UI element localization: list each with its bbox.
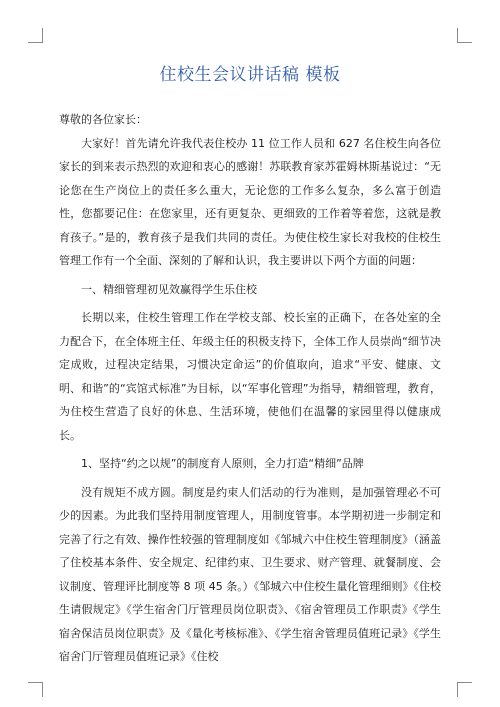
document-body bbox=[59, 108, 441, 669]
document-title: 住校生会议讲话稿 模板 bbox=[159, 65, 341, 85]
paragraph-greeting: 大家好！首先请允许我代表住校办 11 位工作人员和 627 名住校生向各位家长的到来表示热烈的欢迎和衷心的感谢！苏联教育家苏霍姆林斯基说过：“无论您在生产岗位上的责任多么重大，无论您的工作多么复杂，多么富于创造性，您都要记住：在您家里，还有更复杂、更细致的工作着等着您，这就是教育孩子。”是的，教育孩子是我们共同的责任。为使住校生家长对我校的住校生管理工作有一个全面、深刻的了解和认识，我主要讲以下两个方面的问题： bbox=[59, 136, 441, 267]
subsection-heading-1: 1、坚持“约之以规”的制度育人原则，全力打造“精细”品牌 bbox=[81, 457, 364, 470]
crop-mark-bottom-right bbox=[457, 682, 472, 697]
salutation: 尊敬的各位家长： bbox=[59, 113, 147, 126]
crop-mark-bottom-left bbox=[28, 682, 43, 697]
crop-mark-top-left bbox=[28, 28, 43, 43]
paragraph-rules: 没有规矩不成方圆。制度是约束人们活动的行为准则，是加强管理必不可少的因素。为此我们坚持用制度管理人，用制度管事。本学期初进一步制定和完善了行之有效、操作性较强的管理制度如《邹城六中住校生管理制度》（涵盖了住校基本条件、安全规定、纪律约束、卫生要求、财产管理、就餐制度、会议制度、管理评比制度等 8 项 45 条。）《邹城六中住校生量化管理细则》《住校生请假规定》《学生宿舍门厅管理员岗位职责》、《宿舍管理员工作职责》《学生宿舍保洁员岗位职责》及《量化考核标准》、《学生宿舍管理员值班记录》《学生宿舍门厅管理员值班记录》《住校 bbox=[59, 485, 441, 663]
crop-mark-top-right bbox=[457, 28, 472, 43]
section-heading-1: 一、精细管理初见效赢得学生乐住校 bbox=[81, 282, 257, 296]
paragraph-management: 长期以来，住校生管理工作在学校支部、校长室的正确下，在各处室的全力配合下，在全体班主任、年级主任的积极支持下，全体工作人员崇尚“细节决定成败，过程决定结果，习惯决定命运”的价值取向，追求“平安、健康、文明、和谐”的“宾馆式标准”为目标，以“军事化管理”为指导，精细管理，教育，为住校生营造了良好的休息、生活环境，使他们在温馨的家园里得以健康成长。 bbox=[59, 311, 441, 442]
